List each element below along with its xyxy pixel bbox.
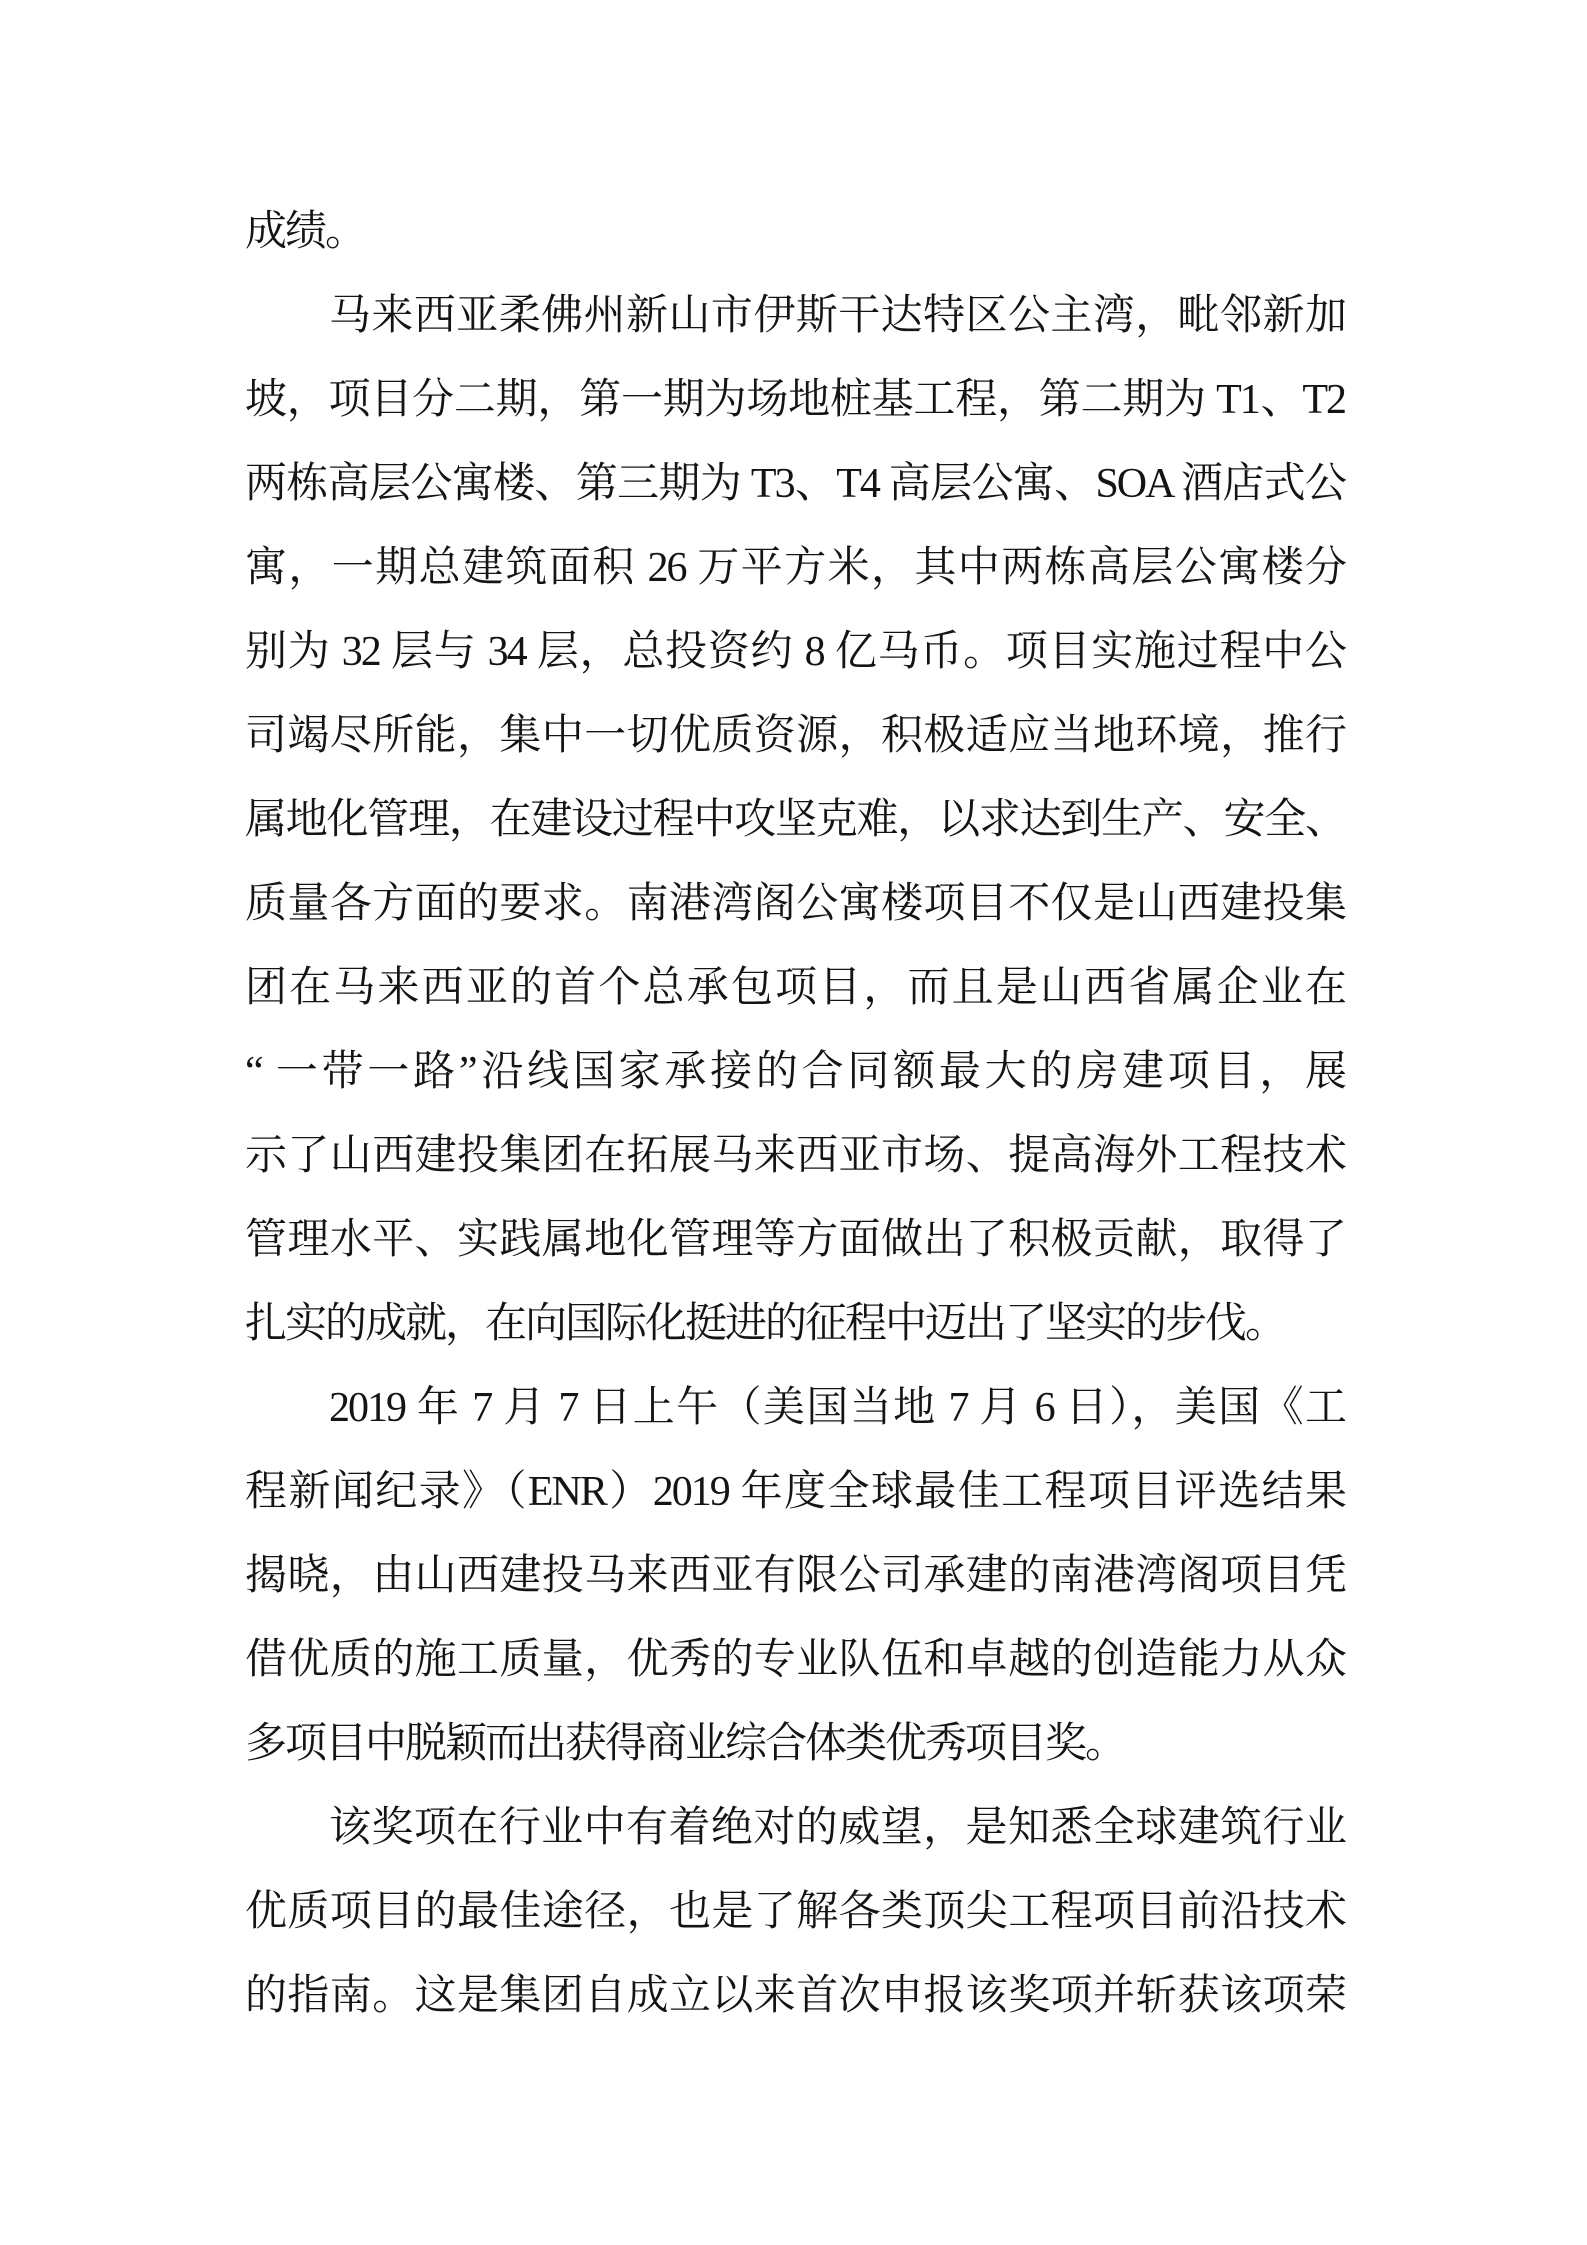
text-line: 司竭尽所能，集中一切优质资源，积极适应当地环境，推行: [245, 713, 1345, 759]
document-text-area: [245, 190, 1345, 2038]
text-line: 团在马来西亚的首个总承包项目，而且是山西省属企业在: [245, 965, 1345, 1011]
paragraph-continuation: [245, 190, 1345, 274]
text-line: 成绩。: [245, 209, 366, 255]
text-line: 坡，项目分二期，第一期为场地桩基工程，第二期为 T1、T2: [245, 377, 1345, 423]
text-line: 示了山西建投集团在拓展马来西亚市场、提高海外工程技术: [245, 1133, 1345, 1179]
text-line: 属地化管理，在建设过程中攻坚克难，以求达到生产、安全、: [245, 797, 1345, 843]
text-line: 质量各方面的要求。南港湾阁公寓楼项目不仅是山西建投集: [245, 881, 1345, 927]
text-line: 扎实的成就，在向国际化挺进的征程中迈出了坚实的步伐。: [245, 1301, 1286, 1347]
text-line: 2019 年 7 月 7 日上午（美国当地 7 月 6 日），美国《工: [329, 1385, 1345, 1431]
text-line: 多项目中脱颖而出获得商业综合体类优秀项目奖。: [245, 1721, 1126, 1767]
text-line: 两栋高层公寓楼、第三期为 T3、T4 高层公寓、SOA 酒店式公: [245, 461, 1345, 507]
text-line: “ 一带一路”沿线国家承接的合同额最大的房建项目，展: [245, 1049, 1345, 1095]
text-line: 寓，一期总建筑面积 26 万平方米，其中两栋高层公寓楼分: [245, 545, 1345, 591]
text-line: 管理水平、实践属地化管理等方面做出了积极贡献，取得了: [245, 1217, 1345, 1263]
text-line: 借优质的施工质量，优秀的专业队伍和卓越的创造能力从众: [245, 1637, 1345, 1683]
paragraph-project-overview: [245, 274, 1345, 1366]
paragraph-enr-award: [245, 1366, 1345, 1786]
text-line: 程新闻纪录》（ENR）2019 年度全球最佳工程项目评选结果: [245, 1469, 1345, 1515]
text-line: 优质项目的最佳途径，也是了解各类顶尖工程项目前沿技术: [245, 1889, 1345, 1935]
text-line: 该奖项在行业中有着绝对的威望，是知悉全球建筑行业: [329, 1805, 1345, 1851]
text-line: 的指南。这是集团自成立以来首次申报该奖项并斩获该项荣: [245, 1973, 1345, 2019]
text-line: 马来西亚柔佛州新山市伊斯干达特区公主湾，毗邻新加: [329, 293, 1345, 339]
text-line: 揭晓，由山西建投马来西亚有限公司承建的南港湾阁项目凭: [245, 1553, 1345, 1599]
paragraph-award-significance: [245, 1786, 1345, 2038]
text-line: 别为 32 层与 34 层，总投资约 8 亿马币。项目实施过程中公: [245, 629, 1345, 675]
